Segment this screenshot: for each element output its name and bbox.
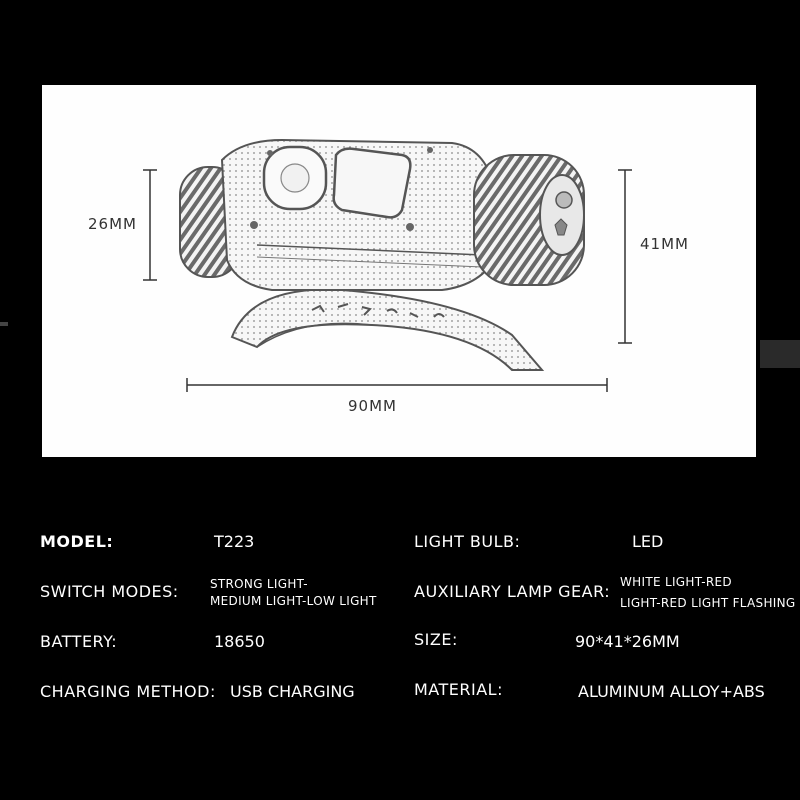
size-value: 90*41*26MM bbox=[575, 632, 680, 651]
model-label: MODEL: bbox=[40, 532, 114, 551]
dimension-width-label: 90MM bbox=[348, 397, 397, 415]
bulb-label: LIGHT BULB: bbox=[414, 532, 521, 551]
battery-value: 18650 bbox=[214, 632, 265, 651]
aux-lamp-label: AUXILIARY LAMP GEAR: bbox=[414, 582, 611, 601]
charging-method-label: CHARGING METHOD: bbox=[40, 682, 216, 701]
switch-modes-label: SWITCH MODES: bbox=[40, 582, 179, 601]
material-label: MATERIAL: bbox=[414, 680, 503, 699]
dimension-depth-label: 41MM bbox=[640, 235, 689, 253]
aux-lamp-value-line2: LIGHT-RED LIGHT FLASHING bbox=[620, 596, 796, 610]
aux-lamp-value-line1: WHITE LIGHT-RED bbox=[620, 575, 732, 589]
model-value: T223 bbox=[214, 532, 255, 551]
switch-modes-value-line1: STRONG LIGHT- bbox=[210, 577, 308, 591]
size-label: SIZE: bbox=[414, 630, 458, 649]
dimension-height-label: 26MM bbox=[88, 215, 137, 233]
bulb-value: LED bbox=[632, 532, 664, 551]
material-value: ALUMINUM ALLOY+ABS bbox=[578, 682, 765, 701]
battery-label: BATTERY: bbox=[40, 632, 118, 651]
charging-method-value: USB CHARGING bbox=[230, 682, 355, 701]
switch-modes-value-line2: MEDIUM LIGHT-LOW LIGHT bbox=[210, 594, 377, 608]
